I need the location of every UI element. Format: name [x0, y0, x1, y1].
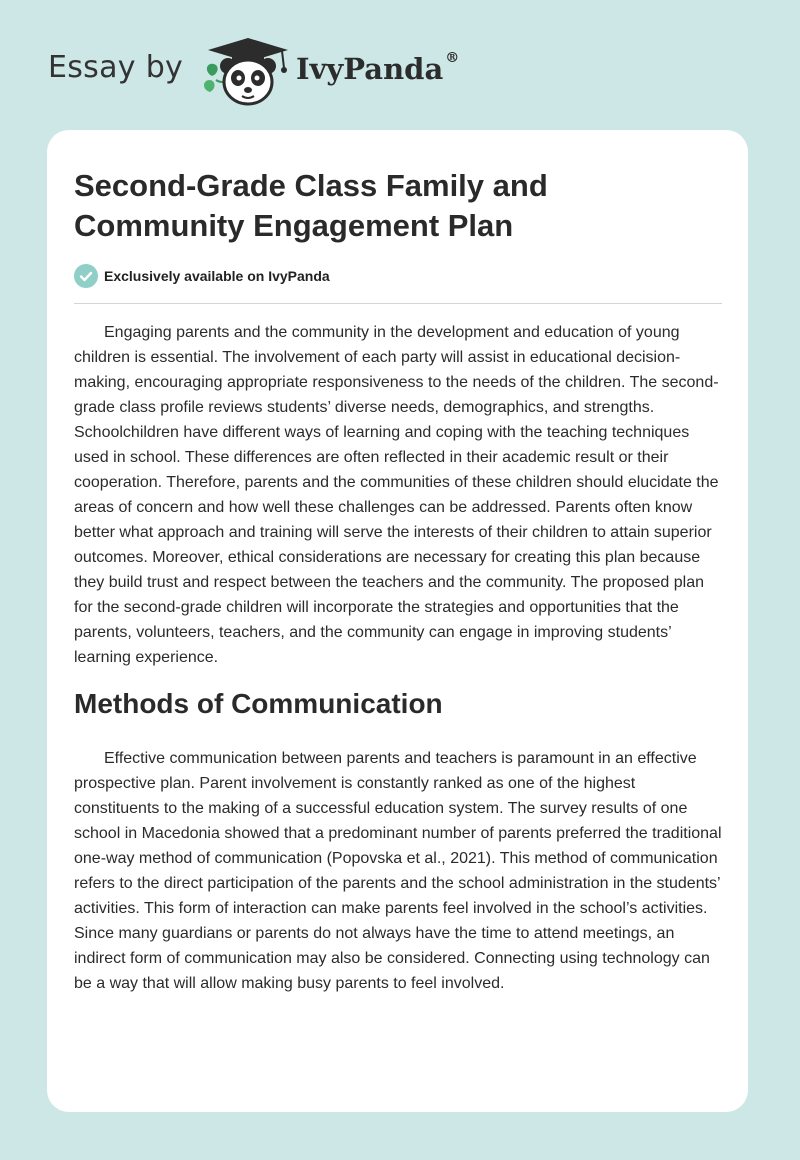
- page-title: Second-Grade Class Family and Community Engagement Plan: [74, 168, 548, 243]
- exclusive-badge: [74, 264, 330, 288]
- brand-name[interactable]: IvyPanda ®: [296, 50, 460, 86]
- registered-mark: ®: [445, 50, 460, 66]
- site-header: [48, 36, 468, 108]
- divider: [74, 303, 722, 304]
- ivypanda-logo-icon[interactable]: [202, 36, 294, 108]
- article-card: [47, 130, 748, 1112]
- intro-paragraph: Engaging parents and the community in the development and education of young children is essential. The involvement of each party will assist in educational decision-making, encouraging appropriate responsiveness to the needs of the children. The second-grade class profile reviews students’ diverse needs, demographics, and strengths. Schoolchildren have different ways of learning and coping with the teaching techniques used in school. These differences are often reflected in their academic result or their cooperation. Therefore, parents and the communities of these children should elucidate the areas of concern and how well these challenges can be addressed. Parents often know better what approach and training will serve the interests of their children to attain superior outcomes. Moreover, ethical considerations are necessary for creating this plan because they build trust and respect between the teachers and the community. The proposed plan for the second-grade children will incorporate the strategies and opportunities that the parents, volunteers, teachers, and the community can engage in improving students’ learning experience.: [74, 324, 719, 666]
- section-heading: Methods of Communication: [74, 688, 443, 719]
- essay-by-label: Essay by: [48, 50, 184, 85]
- check-icon: [74, 264, 98, 288]
- exclusive-badge-text: Exclusively available on IvyPanda: [104, 268, 330, 284]
- section-paragraph: Effective communication between parents and teachers is paramount in an effective prospective plan. Parent involvement is constantly ranked as one of the highest constituents to the making of a successful education system. The survey results of one school in Macedonia showed that a predominant number of parents preferred the traditional one-way method of communication (Popovska et al., 2021). This method of communication refers to the direct participation of the parents and the school administration in the students’ activities. This form of interaction can make parents feel involved in the school’s activities. Since many guardians or parents do not always have the time to attend meetings, an indirect form of communication may also be considered. Connecting using technology can be a way that will allow making busy parents to feel involved.: [74, 750, 722, 992]
